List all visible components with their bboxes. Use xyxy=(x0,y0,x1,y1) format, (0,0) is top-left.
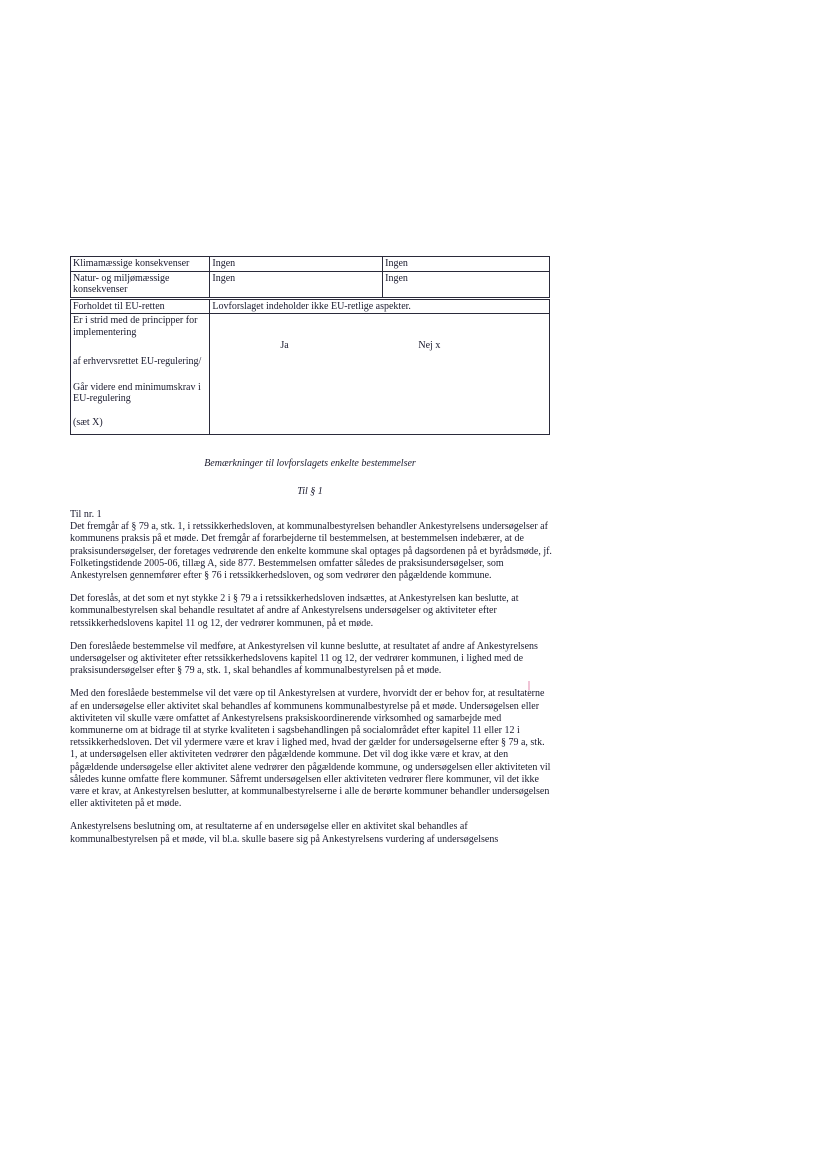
row-label: Natur- og miljømæssige konsekvenser xyxy=(71,271,210,297)
table-row xyxy=(71,314,550,435)
row-value: Ingen xyxy=(210,271,383,297)
principles-answer xyxy=(210,314,550,435)
consequences-table xyxy=(70,256,550,435)
principles-line: af erhvervsrettet EU-regulering/ xyxy=(73,356,202,367)
paragraph: Det fremgår af § 79 a, stk. 1, i retssikkerhedsloven, at kommunalbestyrelsen behandler Ankestyrelsens undersøgelser af kommunens praksis på et møde. Det fremgår af forarbejderne til bestemmelsen, at bestemmelsen indebærer, at de praksisundersøgelser, der foretages vedrørende den enkelte kommune skal optages på dagsordenen på et byrådsmøde, jf. Folketingstidende 2005-06, tillæg A, side 877. Bestemmelsen omfatter således de praksisundersøgelser, som Ankestyrelsen gennemfører efter § 76 i retssikkerhedsloven, og som vedrører den pågældende kommune. xyxy=(70,521,552,582)
paragraph: Med den foreslåede bestemmelse vil det være op til Ankestyrelsen at vurdere, hvorvidt der er behov for, at resultaterne af en undersøgelse eller aktivitet skal behandles af kommunens kommunalbestyrelse på et møde. Undersøgelsen eller aktiviteten vil skulle være omfattet af Ankestyrelsens praksiskoordinerende virksomhed og samarbejde med kommunerne om at bidrage til at styrke kvaliteten i sagsbehandlingen på socialområdet efter kapitel 11 eller 12 i retssikkerhedsloven. Det vil ydermere være et krav i lighed med, hvad der gælder for undersøgelserne efter § 79 a, stk. 1, at undersøgelsen eller aktiviteten vedrører den pågældende kommune. Det vil dog ikke være et krav, at den pågældende undersøgelse eller aktivitet alene vedrører den pågældende kommune, og undersøgelsen eller aktiviteten vil således kunne omfatte flere kommuner. Såfremt undersøgelsen eller aktiviteten vedrører flere kommuner, vil det ikke være et krav, at Ankestyrelsen beslutter, at kommunalbestyrelserne i alle de berørte kommuner behandler undersøgelsen eller aktiviteten på et møde. xyxy=(70,688,551,810)
ja-option: Ja xyxy=(280,340,289,351)
margin-mark: | xyxy=(528,680,531,691)
table-row xyxy=(71,299,550,314)
row-value: Ingen xyxy=(383,257,550,272)
eu-value: Lovforslaget indeholder ikke EU-retlige aspekter. xyxy=(210,299,550,314)
paragraph: Det foreslås, at det som et nyt stykke 2 i § 79 a i retssikkerhedsloven indsættes, at Ankestyrelsen kan beslutte, at kommunalbestyrelsen skal behandle resultatet af andre af Ankestyrelsens undersøgelser og aktiviteter efter retssikkerhedslovens kapitel 11 og 12, der vedrører kommunen, på et møde. xyxy=(70,593,519,629)
principles-line: (sæt X) xyxy=(73,416,103,428)
nej-option: Nej x xyxy=(418,340,441,351)
paragraph: Den foreslåede bestemmelse vil medføre, at Ankestyrelsen vil kunne beslutte, at resultatet af andre af Ankestyrelsens undersøgelser og aktiviteter efter retssikkerhedslovens kapitel 11 og 12, der vedrører kommunen, i lighed med de praksisundersøgelser efter § 79 a, stk. 1, skal behandles af kommunalbestyrelsen på et møde. xyxy=(70,640,538,677)
remarks-heading: Bemærkninger til lovforslagets enkelte bestemmelser xyxy=(204,458,416,469)
table-row xyxy=(71,257,550,272)
section-heading: Til § 1 xyxy=(297,486,323,497)
row-value: Ingen xyxy=(383,271,550,297)
row-label: Klimamæssige konsekvenser xyxy=(71,257,210,272)
principles-line: Går videre end minimumskrav i EU-regulering xyxy=(73,381,201,404)
body-text xyxy=(70,509,552,857)
paragraph: Ankestyrelsens beslutning om, at resultaterne af en undersøgelse eller en aktivitet skal behandles af kommunalbestyrelsen på et møde, vil bl.a. skulle basere sig på Ankestyrelsens vurdering af undersøgelsens xyxy=(70,821,499,845)
eu-label: Forholdet til EU-retten xyxy=(71,299,210,314)
nr-label: Til nr. 1 xyxy=(70,509,102,520)
table-row xyxy=(71,271,550,297)
principles-label xyxy=(71,314,210,435)
principles-line: Er i strid med de principper for implementering xyxy=(73,315,198,338)
row-value: Ingen xyxy=(210,257,383,272)
